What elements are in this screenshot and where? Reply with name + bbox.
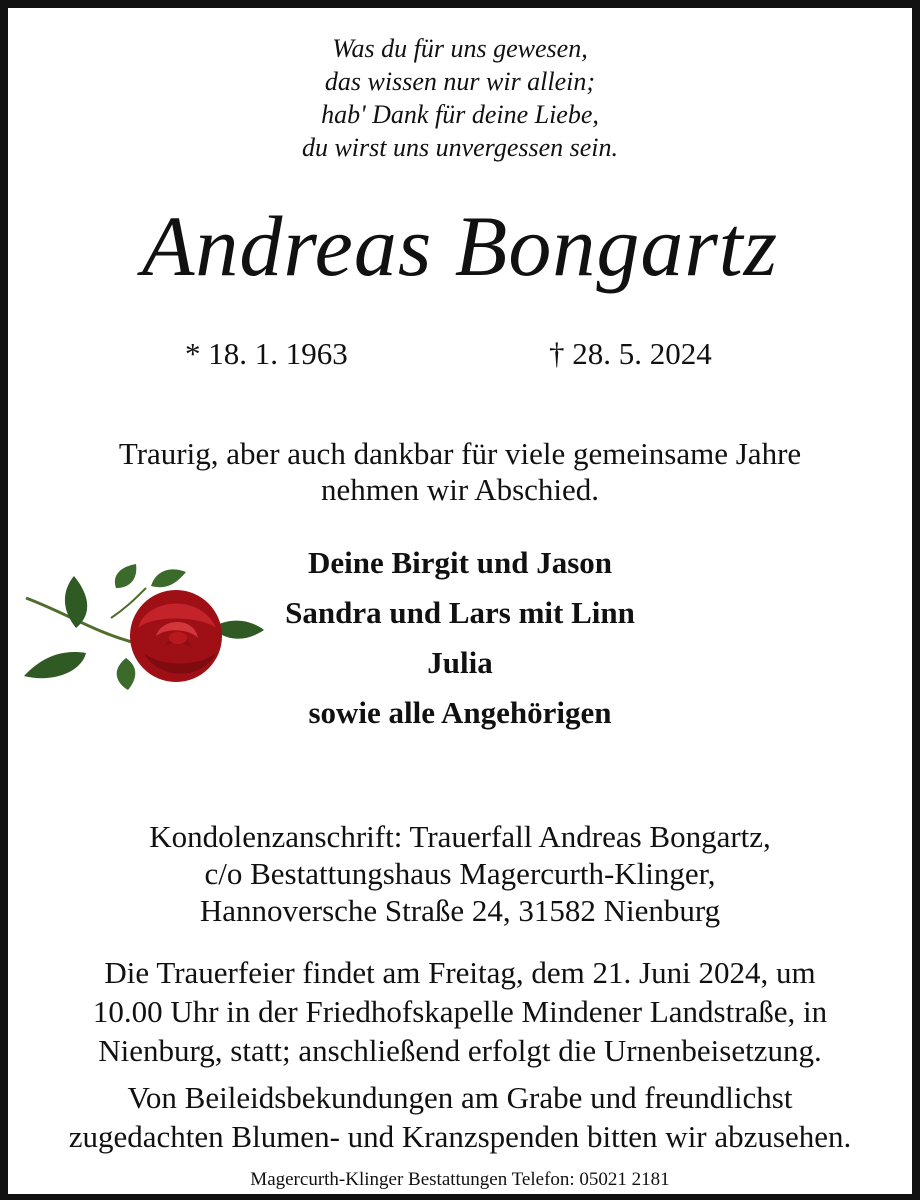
funeral-line: Die Trauerfeier findet am Freitag, dem 21. Juni 2024, um: [104, 955, 816, 990]
request-line: zugedachten Blumen- und Kranzspenden bitten wir abzusehen.: [68, 1119, 852, 1154]
mourner: Sandra und Lars mit Linn: [285, 595, 635, 630]
funeral-home-footer: Magercurth-Klinger Bestattungen Telefon: 05021 2181: [250, 1169, 670, 1190]
mourner: Julia: [427, 645, 493, 680]
poem-line: das wissen nur wir allein;: [324, 67, 596, 96]
farewell-line: nehmen wir Abschied.: [320, 472, 600, 507]
condolence-request: [8, 1078, 912, 1156]
mourner: sowie alle Angehörigen: [308, 695, 612, 730]
farewell-line: Traurig, aber auch dankbar für viele gemeinsame Jahre: [118, 436, 802, 471]
mourner: Deine Birgit und Jason: [307, 545, 613, 580]
birth-date: * 18. 1. 1963: [185, 336, 348, 371]
funeral-line: Nienburg, statt; anschließend erfolgt die Urnenbeisetzung.: [98, 1033, 822, 1068]
address-line: c/o Bestattungshaus Magercurth-Klinger,: [204, 856, 716, 891]
address-line: Kondolenzanschrift: Trauerfall Andreas Bongartz,: [149, 819, 771, 854]
deceased-name: Andreas Bongartz: [141, 198, 779, 294]
address-line: Hannoversche Straße 24, 31582 Nienburg: [199, 893, 721, 928]
condolence-address: [8, 818, 912, 929]
farewell-text: [8, 436, 912, 508]
funeral-line: 10.00 Uhr in der Friedhofskapelle Mindener Landstraße, in: [92, 994, 828, 1029]
request-line: Von Beileidsbekundungen am Grabe und freundlichst: [127, 1080, 793, 1115]
poem-line: du wirst uns unvergessen sein.: [301, 133, 619, 162]
poem-line: hab' Dank für deine Liebe,: [321, 100, 599, 129]
poem-line: Was du für uns gewesen,: [332, 34, 588, 63]
mourners-list: [8, 538, 912, 738]
funeral-info: [8, 953, 912, 1070]
poem: [8, 32, 912, 164]
death-date: † 28. 5. 2024: [549, 336, 712, 371]
